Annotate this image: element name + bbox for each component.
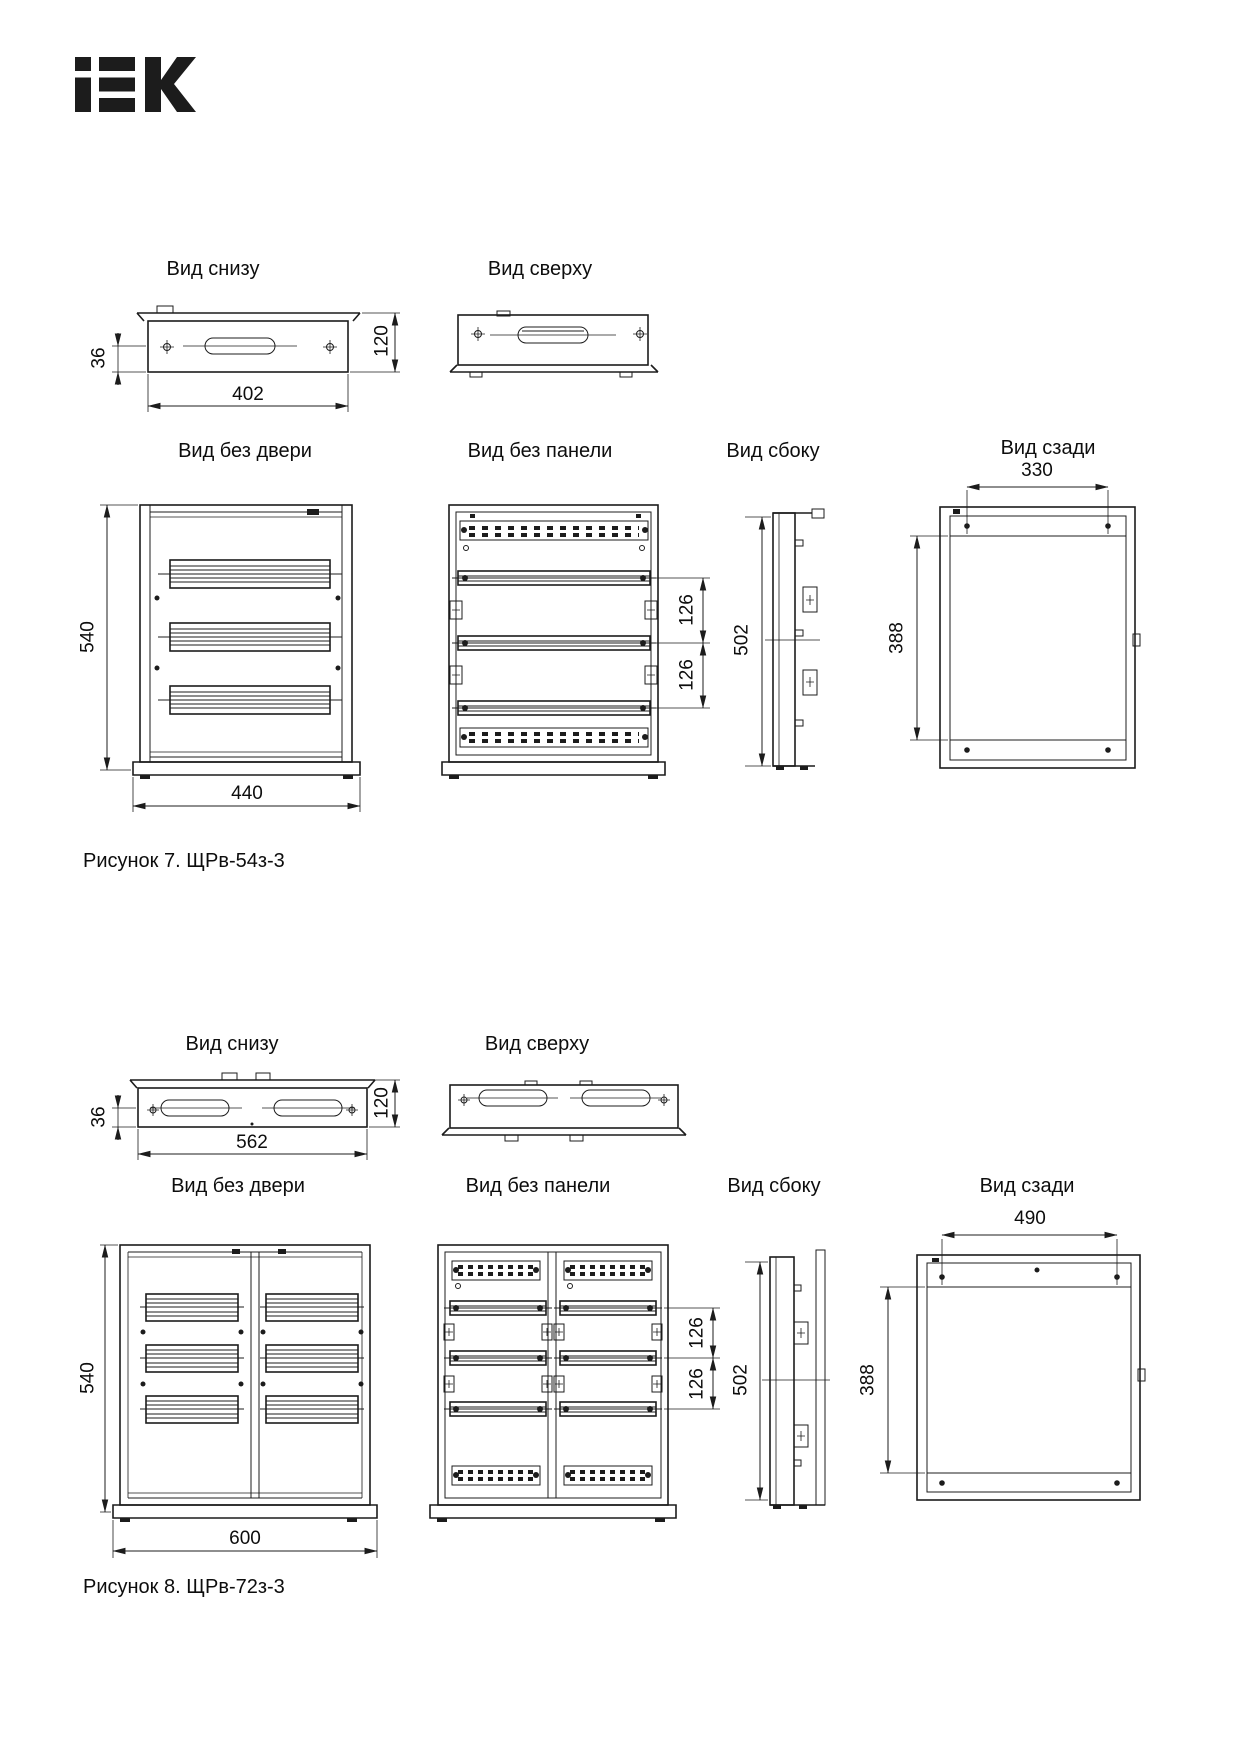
fig8-no-panel-view-drawing bbox=[425, 1230, 730, 1565]
fig7-side-view-label: Вид сбоку bbox=[726, 440, 820, 462]
fig8-dim-width-bottom: 562 bbox=[236, 1132, 268, 1153]
fig8-dim-rail-pitch-2: 126 bbox=[686, 1368, 708, 1400]
fig7-rear-view-label: Вид сзади bbox=[1000, 437, 1096, 459]
fig7-din-rail-row-2 bbox=[158, 623, 342, 651]
fig8-dim-rear-width: 490 bbox=[1014, 1208, 1046, 1229]
fig8-dim-width-front: 600 bbox=[229, 1528, 261, 1549]
fig7-no-door-view-drawing bbox=[77, 495, 380, 815]
fig8-dim-flange: 36 bbox=[88, 1106, 110, 1128]
fig7-dim-height: 540 bbox=[77, 621, 99, 653]
fig8-top-view-drawing bbox=[430, 1060, 700, 1150]
fig8-dim-height: 540 bbox=[77, 1362, 99, 1394]
fig7-din-rail-row-3 bbox=[158, 686, 342, 714]
fig7-top-view-label: Вид сверху bbox=[487, 258, 593, 280]
fig7-caption: Рисунок 7. ЩРв-54з-3 bbox=[83, 850, 285, 872]
fig8-no-panel-view-label: Вид без панели bbox=[465, 1175, 611, 1197]
fig8-no-door-view-label: Вид без двери bbox=[171, 1175, 305, 1197]
fig7-dim-rail-pitch-1: 126 bbox=[676, 594, 698, 626]
fig8-rear-view-drawing bbox=[857, 1225, 1160, 1510]
fig8-panel-rails-right-column bbox=[554, 1301, 662, 1416]
fig7-dim-rail-pitch-2: 126 bbox=[676, 659, 698, 691]
fig8-caption: Рисунок 8. ЩРв-72з-3 bbox=[83, 1576, 285, 1598]
fig7-no-panel-view-label: Вид без панели bbox=[467, 440, 613, 462]
fig7-dim-flange: 36 bbox=[88, 347, 110, 369]
fig8-dim-rear-height: 388 bbox=[857, 1364, 879, 1396]
iek-logo bbox=[75, 52, 197, 114]
fig7-din-rail-row-1 bbox=[158, 560, 342, 588]
fig8-bottom-view-drawing bbox=[85, 1060, 415, 1170]
fig7-dim-depth: 120 bbox=[371, 325, 393, 357]
fig7-no-panel-view-drawing bbox=[430, 495, 720, 815]
fig7-top-view-drawing bbox=[435, 300, 675, 385]
fig7-dim-width-bottom: 402 bbox=[232, 384, 264, 405]
fig7-panel-rail-1 bbox=[452, 571, 656, 585]
fig7-bottom-view-label: Вид снизу bbox=[166, 258, 260, 280]
fig8-no-door-view-drawing bbox=[85, 1230, 395, 1565]
fig8-side-view-label: Вид сбоку bbox=[727, 1175, 821, 1197]
fig8-dim-rail-pitch-1: 126 bbox=[686, 1317, 708, 1349]
fig8-panel-rails-left-column bbox=[444, 1301, 552, 1416]
fig7-panel-rail-2 bbox=[452, 636, 656, 650]
fig7-dim-rear-width: 330 bbox=[1021, 460, 1053, 481]
fig7-dim-side-height: 502 bbox=[731, 624, 753, 656]
fig8-din-rails-left-column bbox=[140, 1294, 244, 1423]
fig8-top-view-label: Вид сверху bbox=[484, 1033, 590, 1055]
fig7-no-door-view-label: Вид без двери bbox=[178, 440, 312, 462]
fig7-dim-rear-height: 388 bbox=[886, 622, 908, 654]
fig8-bottom-view-label: Вид снизу bbox=[185, 1033, 279, 1055]
fig8-din-rails-right-column bbox=[260, 1294, 364, 1423]
fig7-rear-view-drawing bbox=[870, 460, 1150, 790]
fig7-panel-rail-3 bbox=[452, 701, 656, 715]
fig8-dim-depth: 120 bbox=[371, 1087, 393, 1119]
fig7-dim-width-front: 440 bbox=[231, 783, 263, 804]
fig8-dim-side-height: 502 bbox=[730, 1364, 752, 1396]
fig8-rear-view-label: Вид сзади bbox=[979, 1175, 1075, 1197]
